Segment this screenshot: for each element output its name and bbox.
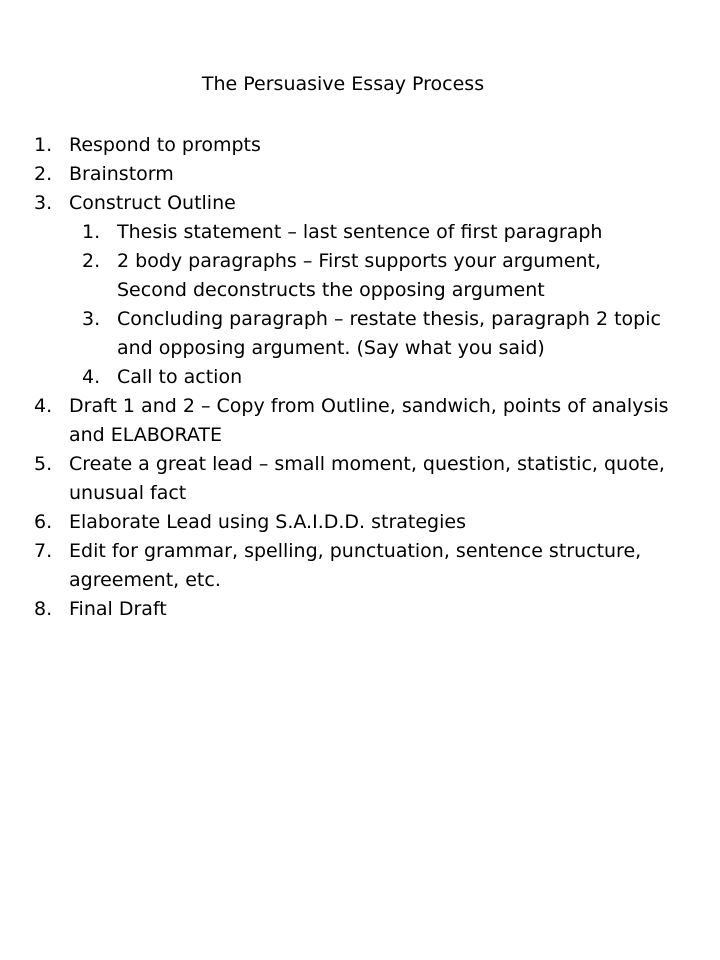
sub-list [34, 218, 716, 392]
sub-list-item [82, 363, 716, 392]
item-text: Draft 1 and 2 – Copy from Outline, sandwich, points of analysis [69, 395, 669, 417]
item-number: 5. [34, 453, 53, 475]
item-text: Brainstorm [69, 163, 174, 185]
item-text: Create a great lead – small moment, question, statistic, quote, [69, 453, 665, 475]
list-item [34, 160, 716, 189]
subitem-text: 2 body paragraphs – First supports your argument, [117, 250, 602, 272]
item-number: 4. [34, 395, 53, 417]
subitem-number: 3. [82, 308, 101, 330]
list-item [34, 131, 716, 160]
item-text: Respond to prompts [69, 134, 261, 156]
list-item [34, 450, 716, 508]
item-number: 8. [34, 598, 53, 620]
sub-list-item [82, 247, 716, 305]
subitem-number: 2. [82, 250, 101, 272]
item-text: and ELABORATE [69, 424, 223, 446]
list-item [34, 392, 716, 450]
list-item [34, 537, 716, 595]
item-number: 6. [34, 511, 53, 533]
sub-list-item [82, 218, 716, 247]
page-title: The Persuasive Essay Process [201, 73, 485, 95]
item-number: 1. [34, 134, 53, 156]
item-text: Final Draft [69, 598, 167, 620]
list-item [34, 189, 716, 218]
subitem-text: Thesis statement – last sentence of first paragraph [117, 221, 603, 243]
item-number: 2. [34, 163, 53, 185]
subitem-number: 1. [82, 221, 101, 243]
subitem-text: and opposing argument. (Say what you said) [117, 337, 545, 359]
subitem-text: Call to action [117, 366, 243, 388]
process-list [34, 131, 716, 624]
item-text: Construct Outline [69, 192, 236, 214]
item-text: agreement, etc. [69, 569, 221, 591]
item-number: 7. [34, 540, 53, 562]
list-item [34, 508, 716, 537]
sub-list-item [82, 305, 716, 363]
subitem-text: Second deconstructs the opposing argument [117, 279, 545, 301]
list-item [34, 595, 716, 624]
item-text: Elaborate Lead using S.A.I.D.D. strategies [69, 511, 466, 533]
subitem-number: 4. [82, 366, 101, 388]
item-number: 3. [34, 192, 53, 214]
item-text: unusual fact [69, 482, 187, 504]
subitem-text: Concluding paragraph – restate thesis, paragraph 2 topic [117, 308, 661, 330]
item-text: Edit for grammar, spelling, punctuation, sentence structure, [69, 540, 642, 562]
